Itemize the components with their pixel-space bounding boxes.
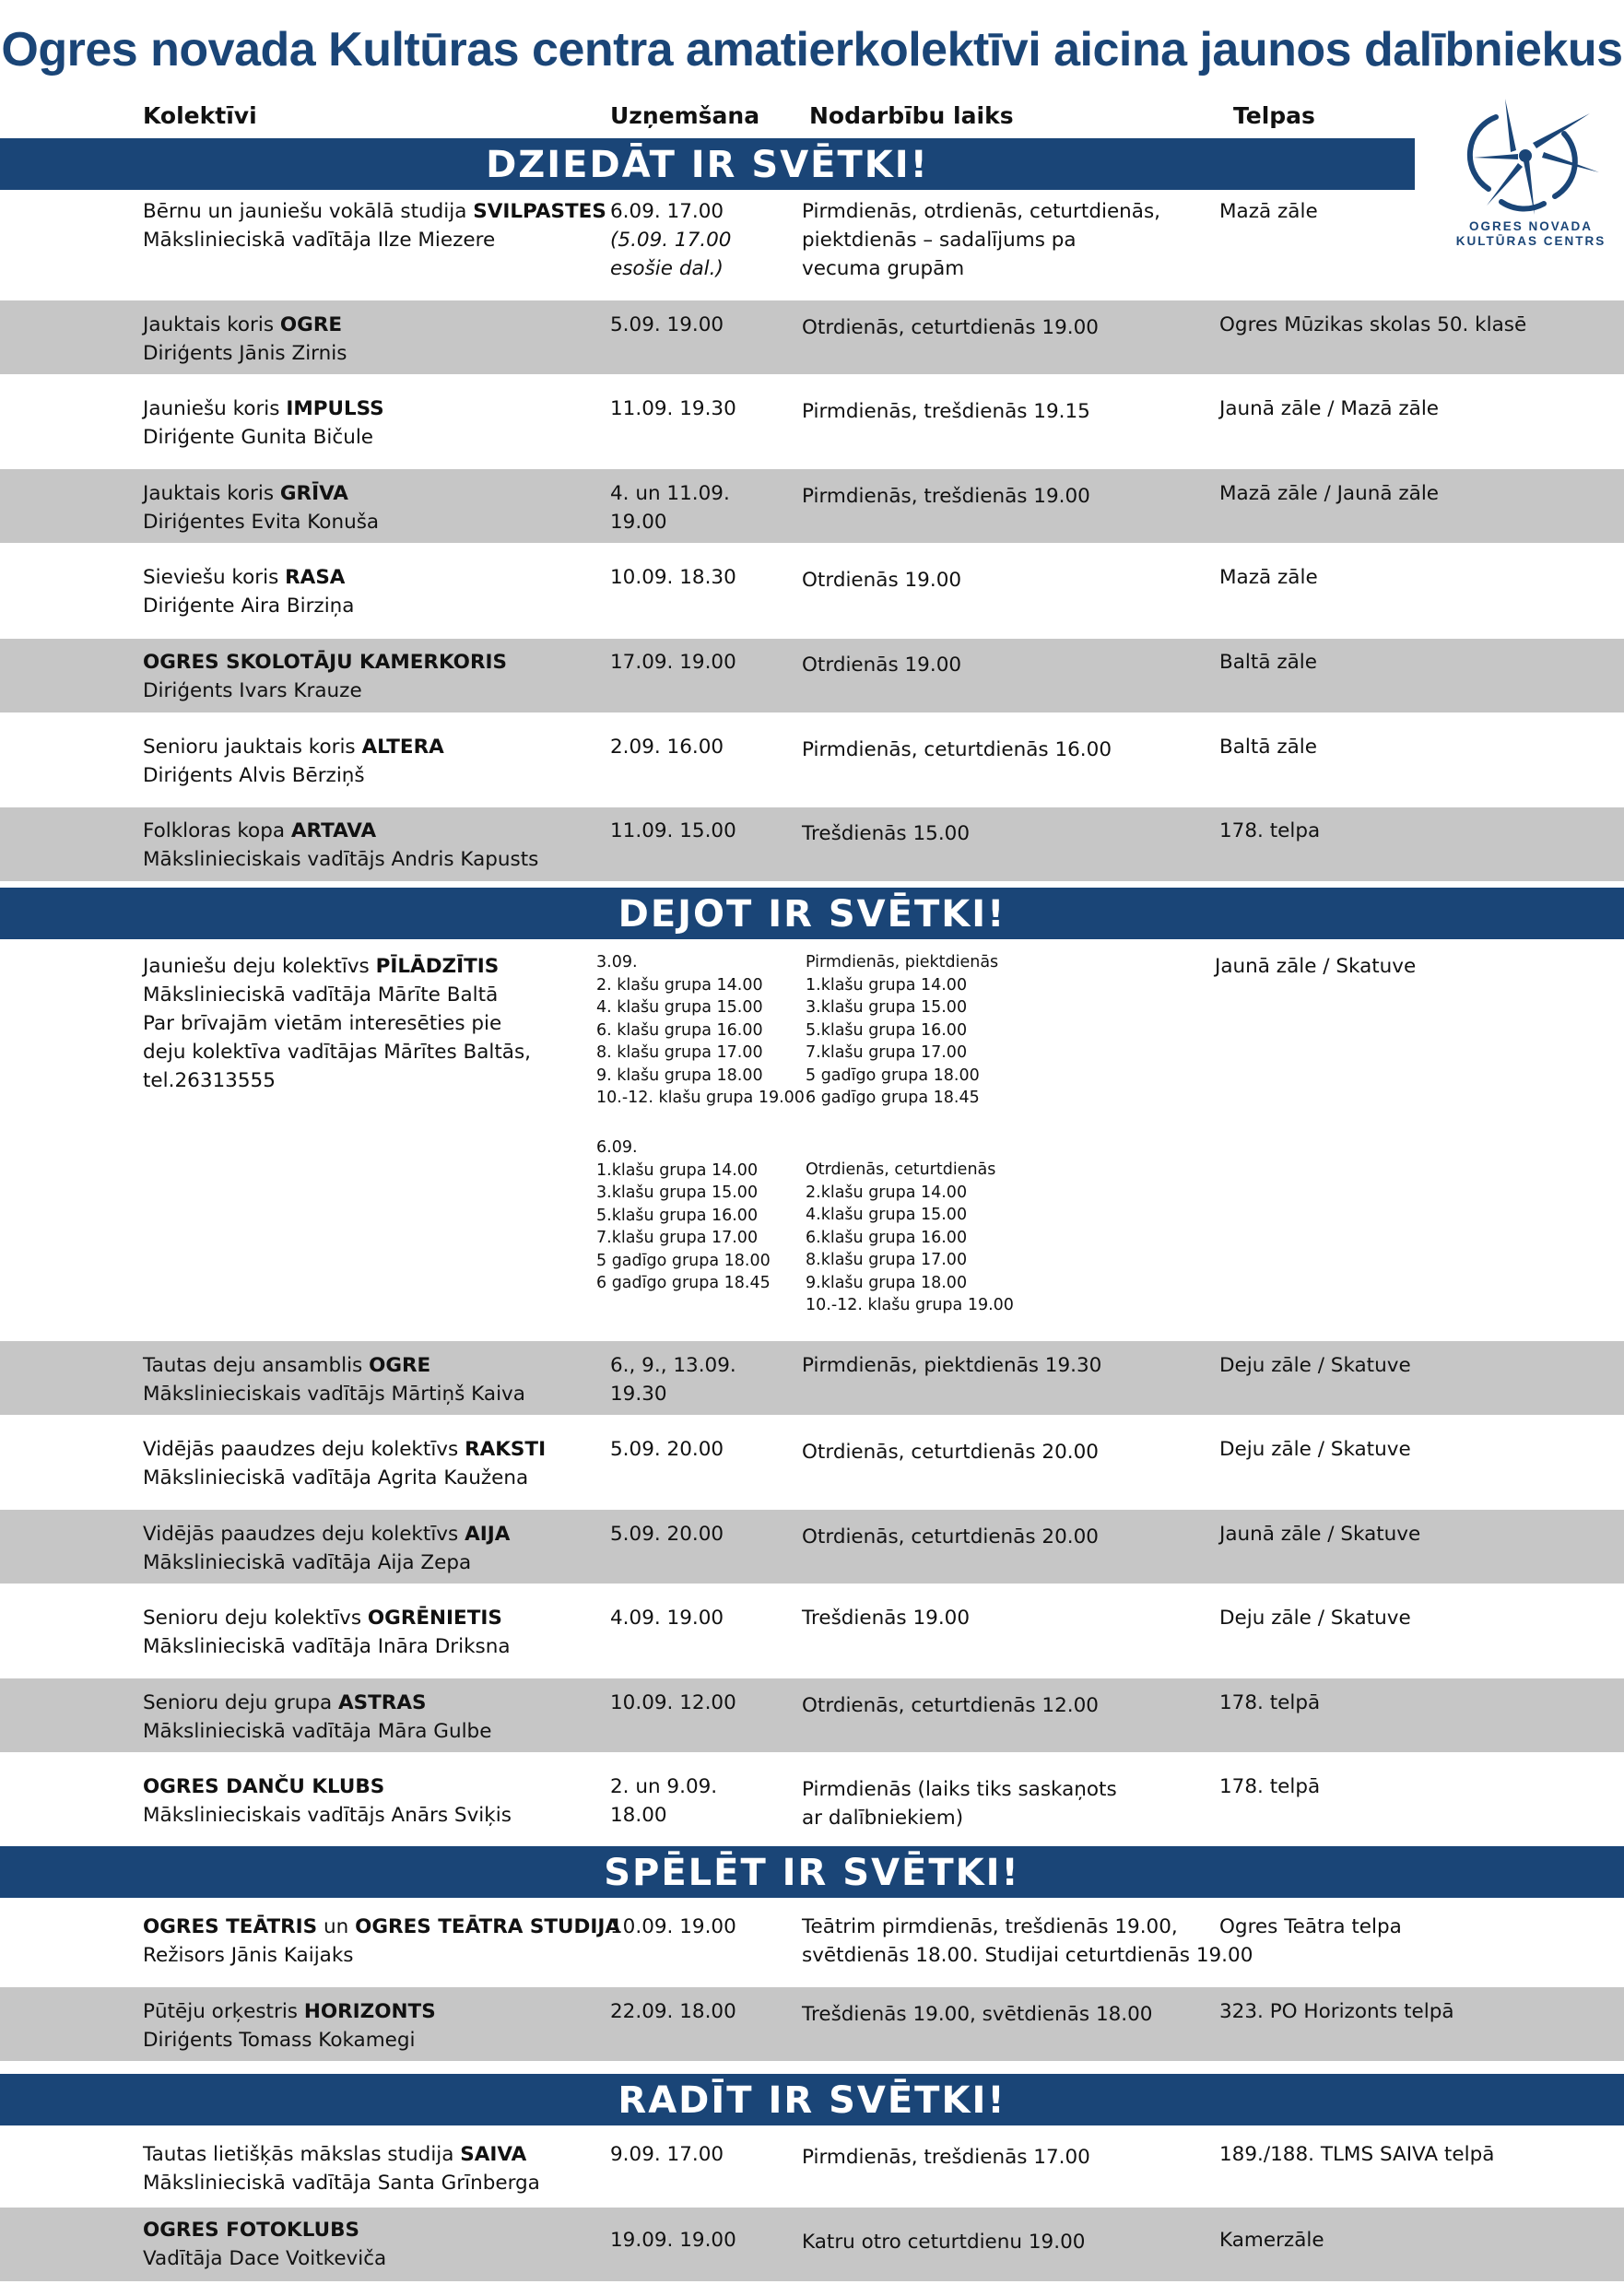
admission-time: 4. un 11.09. 19.00 — [610, 482, 730, 534]
ensemble-name: Senioru deju kolektīvs OGRĒNIETIS — [143, 1607, 502, 1630]
section-banner-play: SPĒLĒT IR SVĒTKI! — [0, 1846, 1624, 1898]
ensemble-name: Vidējās paaudzes deju kolektīvs RAKSTI — [143, 1438, 547, 1461]
schedule: Teātrim pirmdienās, trešdienās 19.00, svētdienās 18.00. Studijai ceturtdienās 19.00 — [802, 1915, 1253, 1967]
ensemble-name: Folkloras kopa ARTAVA — [143, 819, 377, 842]
ensemble-name: Jauniešu koris IMPULSS — [143, 397, 384, 420]
venue: Baltā zāle — [1219, 651, 1317, 674]
schedule: Pirmdienās, trešdienās 17.00 — [802, 2146, 1090, 2169]
ensemble-leader: Mākslinieciskā vadītāja Māra Gulbe — [143, 1720, 492, 1743]
ensemble-name: OGRES FOTOKLUBS — [143, 2219, 359, 2242]
ensemble-leader: Režisors Jānis Kaijaks — [143, 1944, 354, 1967]
venue: Deju zāle / Skatuve — [1219, 1438, 1411, 1461]
schedule: Otrdienās, ceturtdienās 19.00 — [802, 316, 1099, 339]
admission-time: 6.09. 17.00 (5.09. 17.00 esošie dal.) — [610, 200, 732, 280]
venue: Ogres Teātra telpa — [1219, 1915, 1402, 1938]
column-header-schedule: Nodarbību laiks — [809, 102, 1014, 129]
venue: Mazā zāle / Jaunā zāle — [1219, 482, 1440, 505]
venue: Mazā zāle — [1219, 200, 1318, 223]
admission-time: 11.09. 19.30 — [610, 397, 736, 420]
contact-note: Par brīvajām vietām interesēties pie — [143, 1012, 502, 1035]
admission-time: 4.09. 19.00 — [610, 1607, 724, 1630]
schedule: Otrdienās, ceturtdienās 12.00 — [802, 1694, 1099, 1717]
admission-time: 5.09. 20.00 — [610, 1523, 724, 1546]
schedule: Pirmdienās, otrdienās, ceturtdienās, piektdienās – sadalījums pa vecuma grupām — [802, 200, 1161, 280]
admission-time: 11.09. 15.00 — [610, 819, 736, 842]
admission-time: 2. un 9.09. 18.00 — [610, 1775, 718, 1827]
ensemble-leader: Diriģente Aira Birziņa — [143, 595, 355, 618]
ensemble-leader: Mākslinieciskā vadītāja Ilze Miezere — [143, 229, 496, 252]
venue: 178. telpā — [1219, 1691, 1321, 1714]
venue: Jaunā zāle / Mazā zāle — [1219, 397, 1440, 420]
schedule: Otrdienās, ceturtdienās 20.00 — [802, 1441, 1099, 1464]
venue: Baltā zāle — [1219, 736, 1317, 759]
ensemble-name: Tautas deju ansamblis OGRE — [143, 1354, 431, 1377]
admission-time: 5.09. 20.00 — [610, 1438, 724, 1461]
ensemble-name: Pūtēju orķestris HORIZONTS — [143, 2000, 436, 2023]
ensemble-leader: Mākslinieciskā vadītāja Agrita Kaužena — [143, 1466, 529, 1489]
venue: 323. PO Horizonts telpā — [1219, 2000, 1454, 2023]
ensemble-leader: Mākslinieciskā vadītāja Santa Grīnberga — [143, 2172, 540, 2195]
admission-time: 19.09. 19.00 — [610, 2229, 736, 2252]
column-header-ensemble: Kolektīvi — [143, 102, 257, 129]
ensemble-leader: Mākslinieciskais vadītājs Anārs Sviķis — [143, 1804, 512, 1827]
ensemble-leader: Mākslinieciskā vadītāja Ināra Driksna — [143, 1635, 511, 1658]
admission-time: 22.09. 18.00 — [610, 2000, 736, 2023]
ensemble-name: OGRES SKOLOTĀJU KAMERKORIS — [143, 651, 507, 674]
section-banner-sing: DZIEDĀT IR SVĒTKI! — [0, 138, 1415, 190]
admission-time: 6., 9., 13.09. 19.30 — [610, 1354, 736, 1406]
schedule: Pirmdienās, piektdienās 19.30 — [802, 1354, 1102, 1377]
ensemble-name: Tautas lietišķās mākslas studija SAIVA — [143, 2143, 527, 2166]
ensemble-leader: Diriģents Alvis Bērziņš — [143, 764, 365, 787]
venue: Mazā zāle — [1219, 566, 1318, 589]
schedule: Otrdienās 19.00 — [802, 569, 962, 592]
venue: Ogres Mūzikas skolas 50. klasē — [1219, 313, 1527, 336]
admission-time: 2.09. 16.00 — [610, 736, 724, 759]
schedule: Katru otro ceturtdienu 19.00 — [802, 2231, 1086, 2254]
venue: Deju zāle / Skatuve — [1219, 1354, 1411, 1377]
ensemble-leader: Diriģente Gunita Bičule — [143, 426, 374, 449]
schedule: Pirmdienās, trešdienās 19.00 — [802, 485, 1090, 508]
venue: Jaunā zāle / Skatuve — [1215, 955, 1417, 978]
ensemble-name: Jauktais koris GRĪVA — [143, 482, 348, 505]
ensemble-leader: Diriģentes Evita Konuša — [143, 511, 380, 534]
ensemble-name: Sieviešu koris RASA — [143, 566, 346, 589]
venue: 178. telpā — [1219, 1775, 1321, 1798]
schedule: Trešdienās 19.00, svētdienās 18.00 — [802, 2003, 1153, 2026]
contact-note: deju kolektīva vadītājas Mārītes Baltās, — [143, 1041, 532, 1064]
svg-text:KULTŪRAS CENTRS: KULTŪRAS CENTRS — [1455, 234, 1606, 248]
ensemble-leader: Mākslinieciskais vadītājs Andris Kapusts — [143, 848, 539, 871]
ensemble-leader: Vadītāja Dace Voitkeviča — [143, 2247, 387, 2270]
venue: 178. telpa — [1219, 819, 1321, 842]
section-banner-dance: DEJOT IR SVĒTKI! — [0, 888, 1624, 939]
venue: Deju zāle / Skatuve — [1219, 1607, 1411, 1630]
admission-groups-2: 6.09. 1.klašu grupa 14.00 3.klašu grupa 15.00 5.klašu grupa 16.00 7.klašu grupa 17.00 5 gadīgo grupa 18.00 6 gadīgo grupa 18.45 — [596, 1138, 771, 1292]
ensemble-name: Bērnu un jauniešu vokālā studija SVILPASTES — [143, 200, 606, 223]
schedule: Otrdienās, ceturtdienās 20.00 — [802, 1525, 1099, 1548]
ensemble-name: Vidējās paaudzes deju kolektīvs AIJA — [143, 1523, 511, 1546]
ensemble-name: Jauniešu deju kolektīvs PĪLĀDZĪTIS — [143, 955, 500, 978]
ensemble-leader: Mākslinieciskā vadītāja Aija Zepa — [143, 1551, 472, 1574]
admission-time: 9.09. 17.00 — [610, 2143, 724, 2166]
contact-phone: tel.26313555 — [143, 1069, 276, 1092]
venue: Jaunā zāle / Skatuve — [1219, 1523, 1421, 1546]
ensemble-leader: Mākslinieciskā vadītāja Mārīte Baltā — [143, 983, 499, 1007]
column-header-admission: Uzņemšana — [610, 102, 760, 129]
section-banner-create: RADĪT IR SVĒTKI! — [0, 2074, 1624, 2125]
admission-time: 10.09. 19.00 — [610, 1915, 736, 1938]
page-title: Ogres novada Kultūras centra amatierkolektīvi aicina jaunos dalībniekus — [1, 23, 1623, 77]
ensemble-name: Jauktais koris OGRE — [143, 313, 343, 336]
admission-time: 10.09. 12.00 — [610, 1691, 736, 1714]
venue: 189./188. TLMS SAIVA telpā — [1219, 2143, 1495, 2166]
ensemble-name: Senioru deju grupa ASTRAS — [143, 1691, 427, 1714]
ensemble-name: OGRES DANČU KLUBS — [143, 1775, 385, 1798]
ensemble-leader: Diriģents Ivars Krauze — [143, 679, 362, 702]
admission-time: 5.09. 19.00 — [610, 313, 724, 336]
column-header-venue: Telpas — [1233, 102, 1315, 129]
venue: Kamerzāle — [1219, 2229, 1324, 2252]
schedule: Trešdienās 19.00 — [802, 1607, 971, 1630]
schedule: Pirmdienās, ceturtdienās 16.00 — [802, 738, 1112, 761]
ensemble-name: Senioru jauktais koris ALTERA — [143, 736, 444, 759]
ensemble-name: OGRES TEĀTRIS un OGRES TEĀTRA STUDIJA — [143, 1915, 620, 1938]
admission-groups-1: 3.09. 2. klašu grupa 14.00 4. klašu grupa 15.00 6. klašu grupa 16.00 8. klašu grupa 17.00 9. klašu grupa 18.00 10.-12. klašu grupa 19.00 — [596, 953, 805, 1107]
schedule-groups-2: Otrdienās, ceturtdienās 2.klašu grupa 14.00 4.klašu grupa 15.00 6.klašu grupa 16.00 8.klašu grupa 17.00 9.klašu grupa 18.00 10.-12. klašu grupa 19.00 — [806, 1160, 1014, 1314]
ensemble-leader: Mākslinieciskais vadītājs Mārtiņš Kaiva — [143, 1383, 525, 1406]
admission-time: 10.09. 18.30 — [610, 566, 736, 589]
svg-text:OGRES NOVADA: OGRES NOVADA — [1468, 219, 1594, 233]
schedule: Pirmdienās (laiks tiks saskaņots ar dalībniekiem) — [802, 1778, 1117, 1830]
schedule: Pirmdienās, trešdienās 19.15 — [802, 400, 1090, 423]
schedule: Otrdienās 19.00 — [802, 653, 962, 677]
schedule: Trešdienās 15.00 — [802, 822, 971, 845]
schedule-groups-1: Pirmdienās, piektdienās 1.klašu grupa 14.00 3.klašu grupa 15.00 5.klašu grupa 16.00 7.klašu grupa 17.00 5 gadīgo grupa 18.00 6 gadīgo grupa 18.45 — [806, 953, 999, 1107]
ogres-kultura-centrs-logo — [1452, 97, 1608, 249]
ensemble-leader: Diriģents Jānis Zirnis — [143, 342, 347, 365]
admission-time: 17.09. 19.00 — [610, 651, 736, 674]
ensemble-leader: Diriģents Tomass Kokamegi — [143, 2029, 416, 2052]
